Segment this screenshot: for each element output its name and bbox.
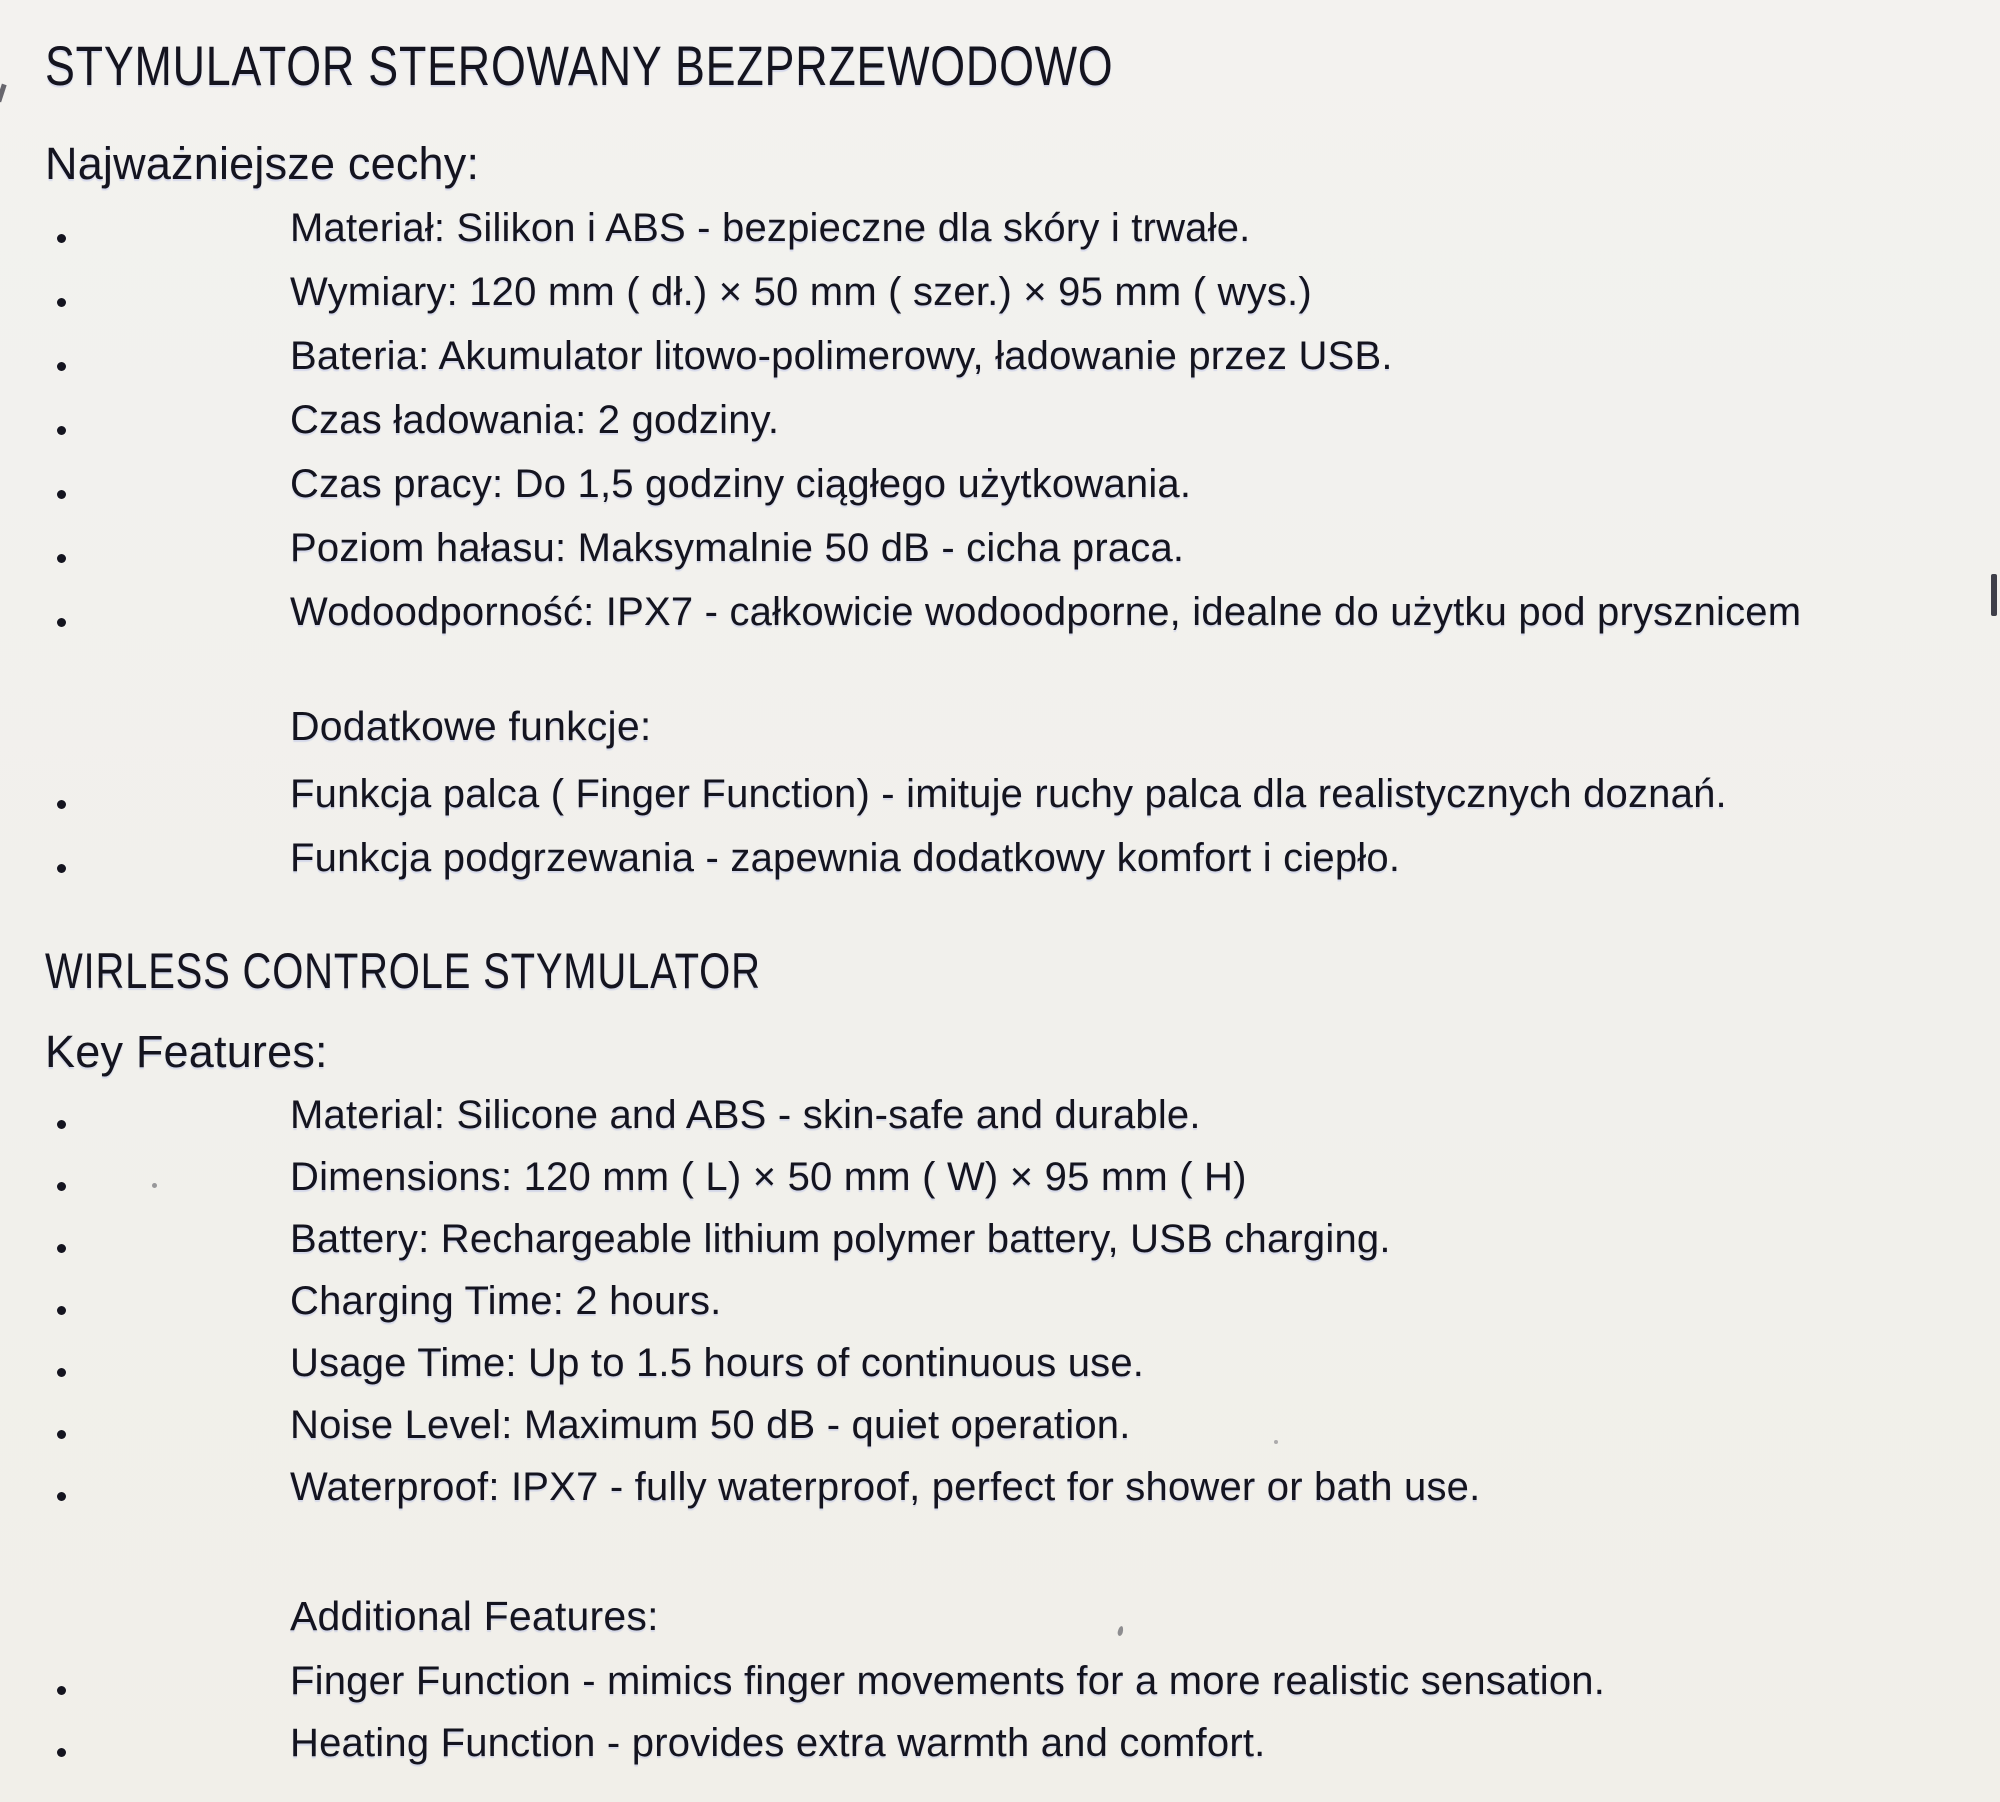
bullet-text: Poziom hałasu: Maksymalnie 50 dB - cicha praca. xyxy=(290,526,1185,570)
bullet-text: Wymiary: 120 mm ( dł.) × 50 mm ( szer.) × 95 mm ( wys.) xyxy=(290,270,1312,314)
bullet-text: Czas pracy: Do 1,5 godziny ciągłego użytkowania. xyxy=(290,462,1192,506)
list-item xyxy=(0,1146,2000,1208)
english-features-list xyxy=(0,1084,2000,1518)
bullet-text: Bateria: Akumulator litowo-polimerowy, ładowanie przez USB. xyxy=(290,334,1393,378)
bullet-text: Dimensions: 120 mm ( L) × 50 mm ( W) × 95 mm ( H) xyxy=(290,1155,1247,1199)
bullet-text: Funkcja palca ( Finger Function) - imituje ruchy palca dla realistycznych doznań. xyxy=(290,772,1727,816)
english-features-label: Key Features: xyxy=(45,1026,328,1077)
list-item xyxy=(0,1394,2000,1456)
bullet-text: Material: Silicone and ABS - skin-safe and durable. xyxy=(290,1093,1201,1137)
bullet-dot xyxy=(57,1244,66,1253)
list-item xyxy=(0,516,2000,580)
bullet-dot xyxy=(57,1182,66,1191)
english-additional-heading: Additional Features: xyxy=(290,1593,659,1639)
bullet-dot xyxy=(57,490,66,499)
list-item xyxy=(0,1208,2000,1270)
bullet-text: Heating Function - provides extra warmth and comfort. xyxy=(290,1721,1266,1765)
clipped-glyph-right-edge xyxy=(1991,574,1997,616)
bullet-text: Usage Time: Up to 1.5 hours of continuous use. xyxy=(290,1341,1145,1385)
bullet-text: Charging Time: 2 hours. xyxy=(290,1279,722,1323)
bullet-text: Materiał: Silikon i ABS - bezpieczne dla skóry i trwałe. xyxy=(290,206,1251,250)
bullet-text: Funkcja podgrzewania - zapewnia dodatkowy komfort i ciepło. xyxy=(290,836,1401,880)
scan-speck xyxy=(1274,1440,1278,1444)
list-item xyxy=(0,452,2000,516)
bullet-dot xyxy=(57,1368,66,1377)
bullet-dot xyxy=(57,1686,66,1695)
list-item xyxy=(0,1270,2000,1332)
list-item xyxy=(0,1650,2000,1712)
polish-section-title: STYMULATOR STEROWANY BEZPRZEWODOWO xyxy=(45,34,1114,97)
bullet-dot xyxy=(57,234,66,243)
list-item xyxy=(0,324,2000,388)
bullet-text: Battery: Rechargeable lithium polymer battery, USB charging. xyxy=(290,1217,1391,1261)
bullet-text: Czas ładowania: 2 godziny. xyxy=(290,398,780,442)
list-item xyxy=(0,196,2000,260)
polish-additional-list xyxy=(0,762,2000,890)
list-item xyxy=(0,388,2000,452)
bullet-dot xyxy=(57,362,66,371)
polish-features-list xyxy=(0,196,2000,644)
scan-edge-artifact xyxy=(0,84,7,103)
list-item xyxy=(0,762,2000,826)
bullet-dot xyxy=(57,618,66,627)
bullet-text: Wodoodporność: IPX7 - całkowicie wodoodporne, idealne do użytku pod prysznicem xyxy=(290,590,1802,634)
list-item xyxy=(0,580,2000,644)
bullet-dot xyxy=(57,1430,66,1439)
list-item xyxy=(0,1456,2000,1518)
list-item xyxy=(0,1084,2000,1146)
scan-speck xyxy=(152,1183,157,1188)
bullet-text: Finger Function - mimics finger movements for a more realistic sensation. xyxy=(290,1659,1606,1703)
bullet-dot xyxy=(57,864,66,873)
list-item xyxy=(0,260,2000,324)
bullet-dot xyxy=(57,1748,66,1757)
scan-speck xyxy=(1117,1626,1124,1637)
bullet-dot xyxy=(57,298,66,307)
bullet-dot xyxy=(57,1492,66,1501)
bullet-text: Waterproof: IPX7 - fully waterproof, perfect for shower or bath use. xyxy=(290,1465,1481,1509)
list-item xyxy=(0,1712,2000,1774)
english-section-title: WIRLESS CONTROLE STYMULATOR xyxy=(45,943,761,999)
polish-features-label: Najważniejsze cechy: xyxy=(45,138,480,189)
list-item xyxy=(0,826,2000,890)
bullet-text: Noise Level: Maximum 50 dB - quiet operation. xyxy=(290,1403,1131,1447)
english-additional-list xyxy=(0,1650,2000,1774)
bullet-dot xyxy=(57,1306,66,1315)
bullet-dot xyxy=(57,426,66,435)
bullet-dot xyxy=(57,1120,66,1129)
bullet-dot xyxy=(57,800,66,809)
bullet-dot xyxy=(57,554,66,563)
polish-additional-heading: Dodatkowe funkcje: xyxy=(290,703,652,749)
list-item xyxy=(0,1332,2000,1394)
